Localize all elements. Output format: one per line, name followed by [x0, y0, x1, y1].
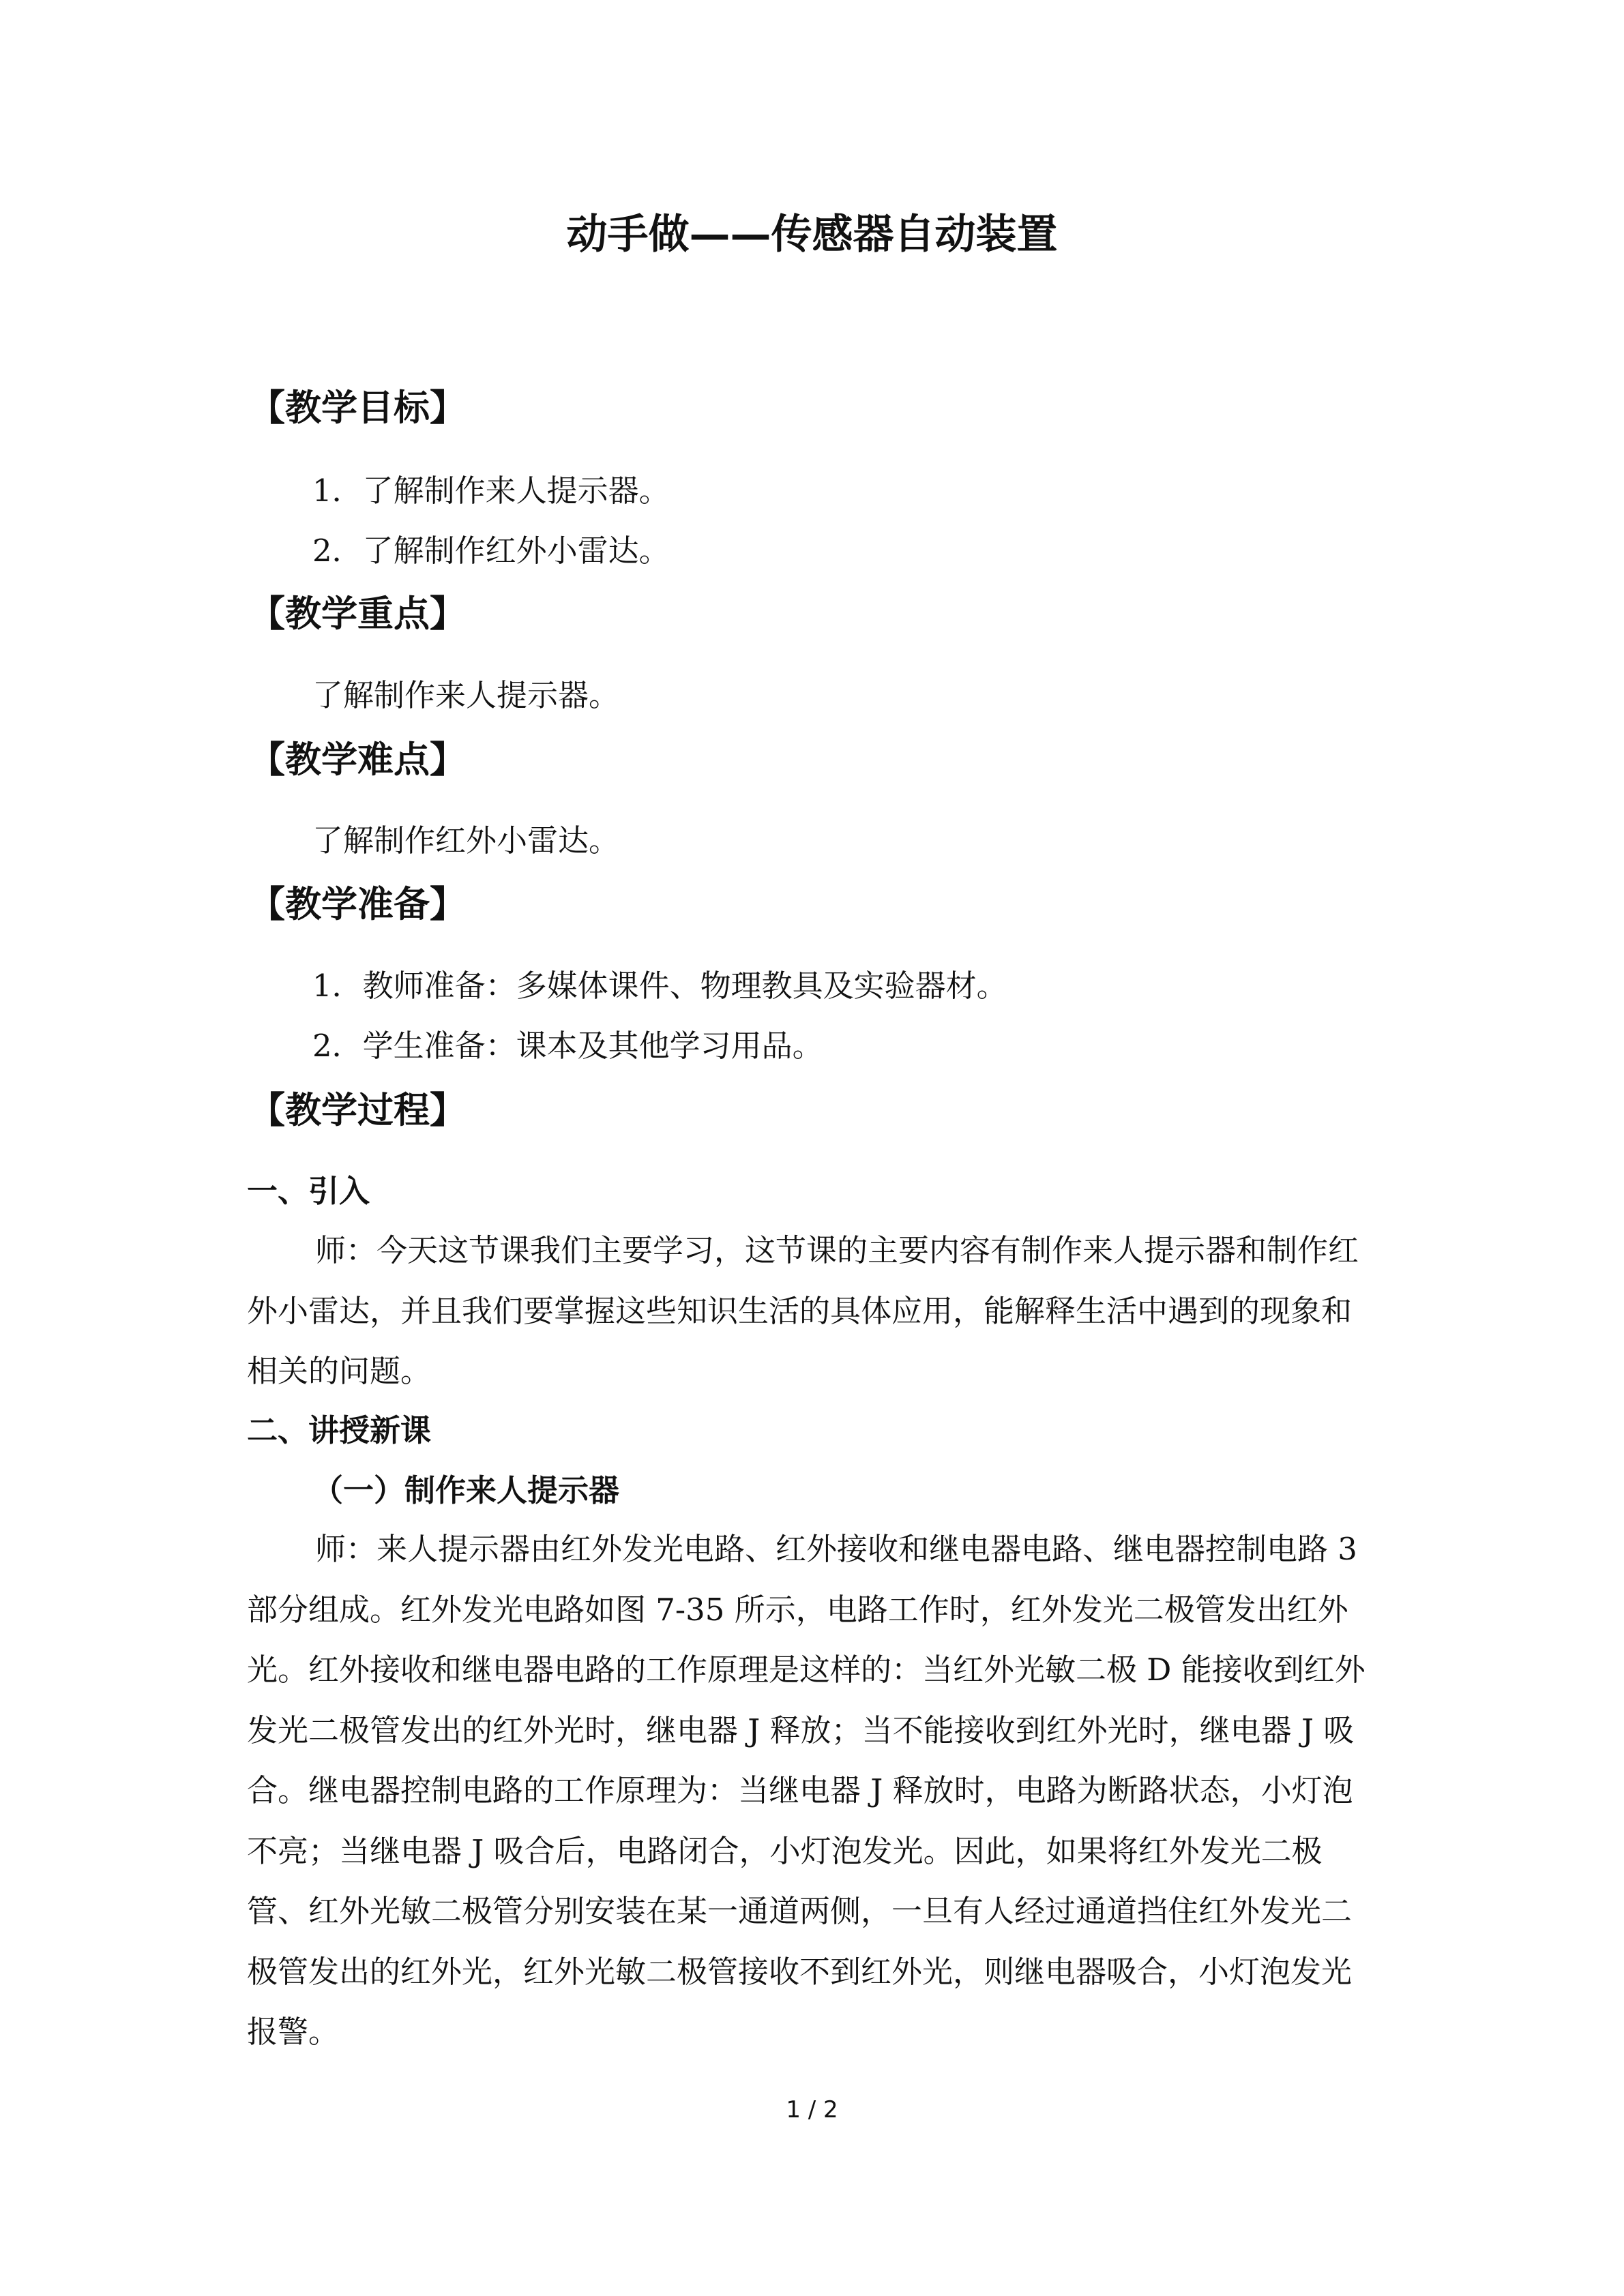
key-points-text: 了解制作来人提示器。: [312, 677, 620, 713]
objective-item-2: 2．了解制作红外小雷达。: [312, 533, 670, 569]
preparation-item-2: 2．学生准备：课本及其他学习用品。: [312, 1028, 823, 1064]
preparation-item-1: 1．教师准备：多媒体课件、物理教具及实验器材。: [312, 968, 1007, 1004]
difficulties-heading: 【教学难点】: [249, 739, 466, 781]
intro-paragraph: 师：今天这节课我们主要学习，这节课的主要内容有制作来人提示器和制作红外小雷达，并且我们要掌握这些知识生活的具体应用，能解释生活中遇到的现象和相关的问题。: [247, 1232, 1359, 1389]
key-points-heading: 【教学重点】: [249, 593, 466, 635]
page-number: 1 / 2: [786, 2096, 838, 2123]
part1-heading: （一）制作来人提示器: [312, 1472, 620, 1508]
document-title: 动手做——传感器自动装置: [566, 211, 1058, 258]
new-lesson-heading: 二、讲授新课: [247, 1412, 432, 1448]
process-heading: 【教学过程】: [249, 1090, 466, 1131]
difficulties-text: 了解制作红外小雷达。: [312, 822, 620, 859]
intro-heading: 一、引入: [247, 1173, 370, 1209]
part1-paragraph: 师：来人提示器由红外发光电路、红外接收和继电器电路、继电器控制电路 3 部分组成。红外发光电路如图 7-35 所示，电路工作时，红外发光二极管发出红外光。红外接收和继电器电路的工作原理是这样的：当红外光敏二极 D 能接收到红外发光二极管发出的红外光时，继电器 J 释放；当不能接收到红外光时，继电器 J 吸合。继电器控制电路的工作原理为：当继电器 J 释放时，电路为断路状态，小灯泡不亮；当继电器 J 吸合后，电路闭合，小灯泡发光。因此，如果将红外发光二极管、红外光敏二极管分别安装在某一通道两侧，一旦有人经过通道挡住红外发光二极管发出的红外光，红外光敏二极管接收不到红外光，则继电器吸合，小灯泡发光报警。: [247, 1531, 1365, 2050]
preparation-heading: 【教学准备】: [249, 884, 466, 925]
objective-item-1: 1．了解制作来人提示器。: [312, 473, 670, 509]
objectives-heading: 【教学目标】: [249, 387, 466, 429]
